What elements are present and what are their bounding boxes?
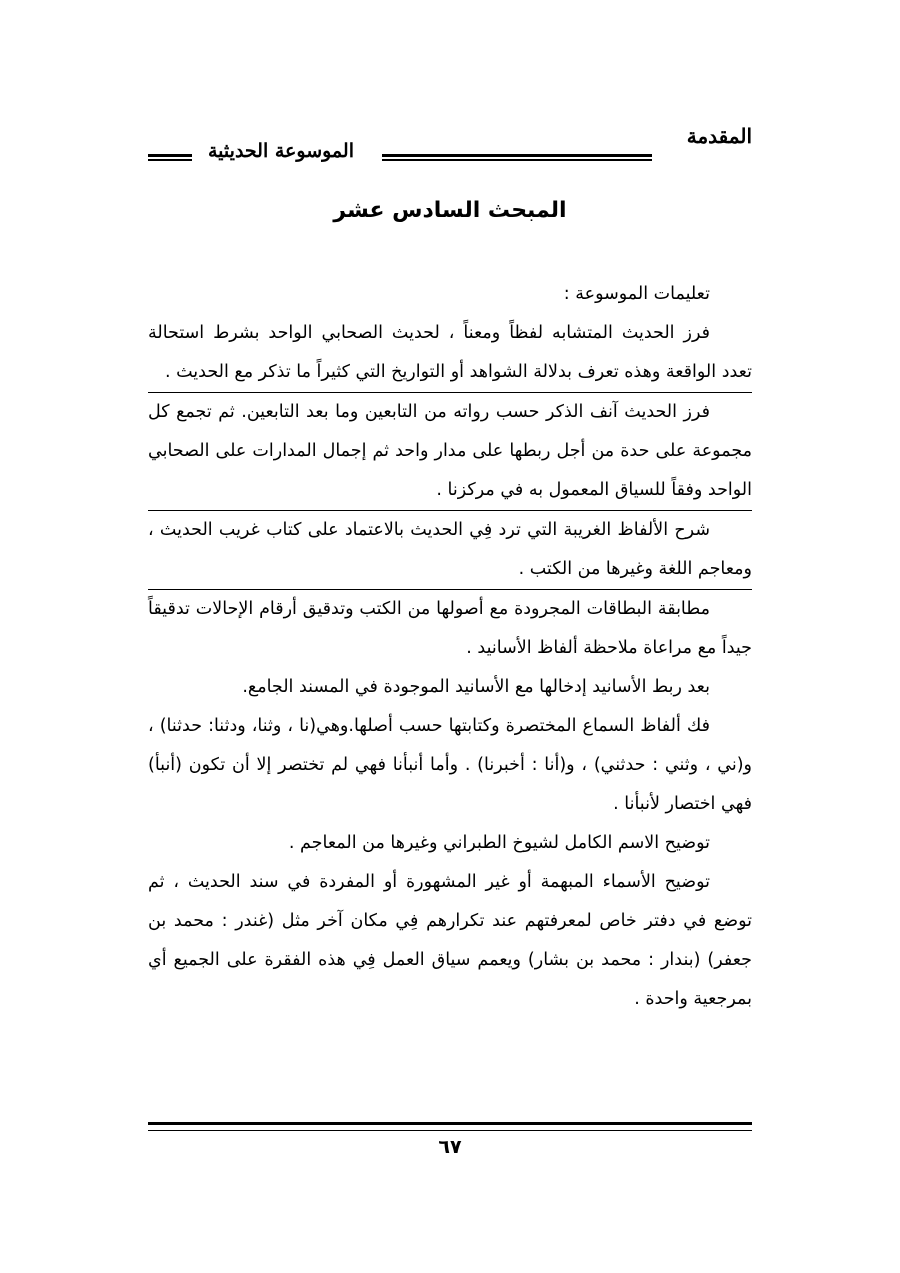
footer-rule-thin [148,1130,752,1131]
page-number: ٦٧ [438,1136,462,1158]
footer-rule-thick [148,1122,752,1125]
paragraph: توضيح الاسم الكامل لشيوخ الطبراني وغيرها من المعاجم . [288,833,710,853]
header-series-title: الموسوعة الحديثية [208,140,354,162]
header-rule-long [382,154,652,161]
body-text [148,275,752,1019]
paragraph: فرز الحديث المتشابه لفظاً ومعناً ، لحديث الصحابي الواحد بشرط استحالة تعدد الواقعة وهذه تعرف بدلالة الشواهد أو التواريخ التي كثيراً ما تذكر مع الحديث . [148,323,752,382]
paragraph: فرز الحديث آنف الذكر حسب رواته من التابعين وما بعد التابعين. ثم تجمع كل مجموعة على حدة من أجل ربطها على مدار واحد ثم إجمال المدارات على الصحابي الواحد وفقاً للسياق المعمول به في مركزنا . [148,402,752,500]
header-rule-short [148,154,192,161]
paragraph: مطابقة البطاقات المجرودة مع أصولها من الكتب وتدقيق أرقام الإحالات تدقيقاً جيداً مع مراعاة ملاحظة ألفاظ الأسانيد . [148,599,752,658]
header-section-title: المقدمة [686,124,752,148]
running-header [148,124,752,174]
intro-line: تعليمات الموسوعة : [563,284,710,304]
chapter-heading: المبحث السادس عشر [333,198,567,223]
paragraph: شرح الألفاظ الغريبة التي ترد فِي الحديث بالاعتماد على كتاب غريب الحديث ، ومعاجم اللغة وغيرها من الكتب . [148,520,752,579]
paragraph: فك ألفاظ السماع المختصرة وكتابتها حسب أصلها.وهي(نا ، وثنا، ودثنا: حدثنا) ، و(ني ، وثني : حدثني) ، و(أنا : أخبرنا) . وأما أنبأنا فهي لم تختصر إلا أن تكون (أنبأ) فهي اختصار لأنبأنا . [148,716,752,814]
paragraph: توضيح الأسماء المبهمة أو غير المشهورة أو المفردة في سند الحديث ، ثم توضع في دفتر خاص لمعرفتهم عند تكرارهم فِي مكان آخر مثل (غندر : محمد بن جعفر) (بندار : محمد بن بشار) ويعمم سياق العمل فِي هذه الفقرة على الجميع أي بمرجعية واحدة . [148,872,752,1009]
paragraph: بعد ربط الأسانيد إدخالها مع الأسانيد الموجودة في المسند الجامع. [242,677,710,697]
